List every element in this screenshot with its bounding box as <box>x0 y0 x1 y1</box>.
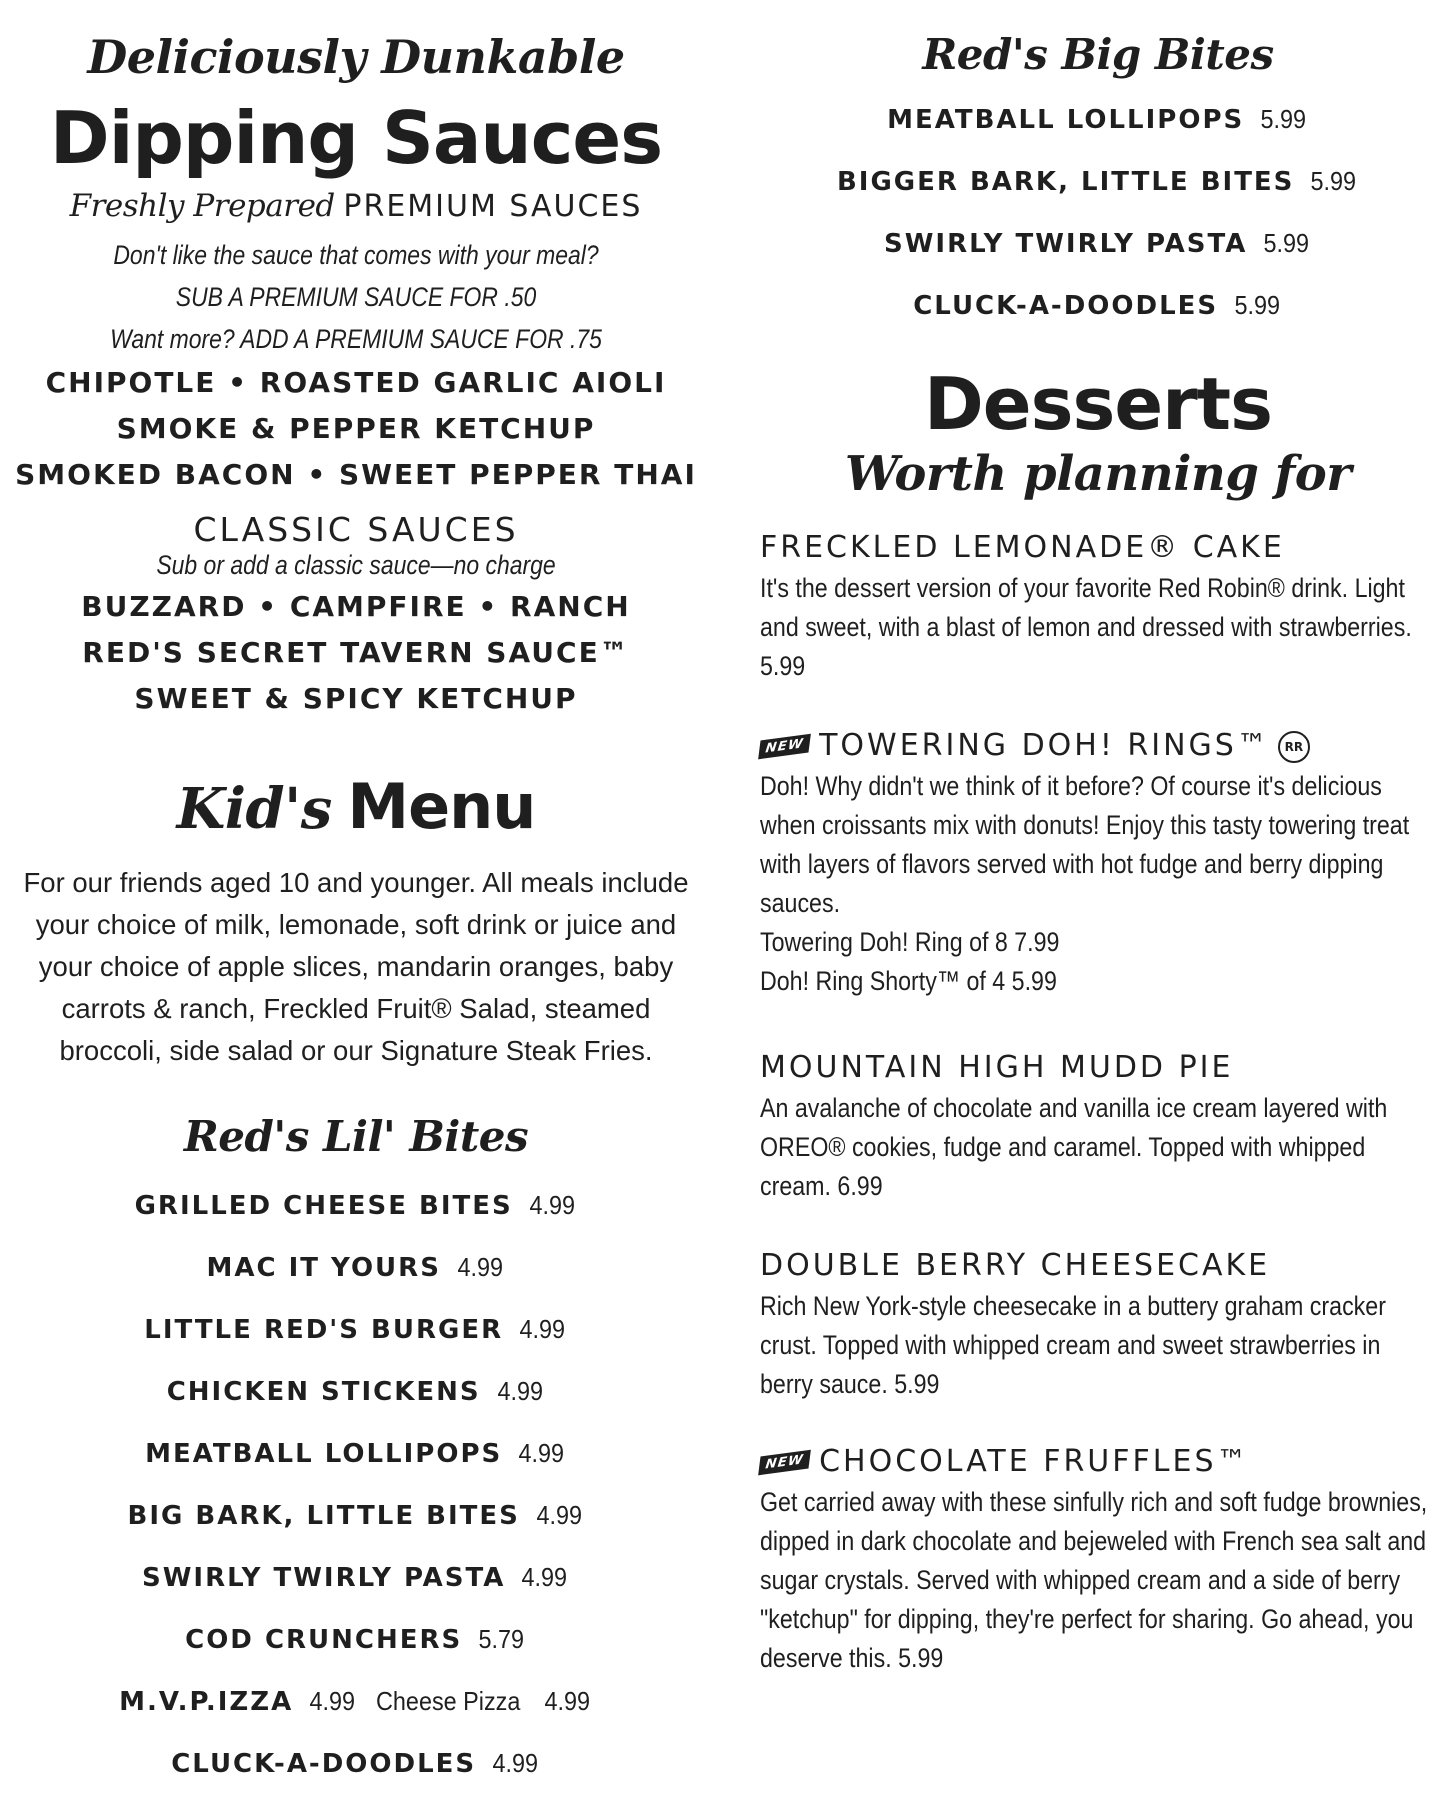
item-price: 4.99 <box>492 1748 539 1778</box>
item-price: 5.99 <box>1263 228 1310 258</box>
item-sub-label: Cheese Pizza <box>375 1686 521 1716</box>
dessert-name: TOWERING DOH! RINGS™ <box>819 728 1270 763</box>
item-price: 5.99 <box>1234 290 1281 320</box>
kid-menu-item <box>0 1376 712 1407</box>
kid-menu-item <box>0 1252 712 1283</box>
premium-caps: PREMIUM SAUCES <box>343 189 643 224</box>
dessert-heading <box>760 728 1456 763</box>
kid-menu-item <box>0 1314 712 1345</box>
kid-menu-item <box>0 1748 712 1779</box>
item-name: GRILLED CHEESE BITES <box>134 1191 513 1221</box>
new-badge-icon: NEW <box>758 1450 811 1476</box>
kid-menu-item <box>0 1438 712 1469</box>
kids-menu-description: For our friends aged 10 and younger. All meals include your choice of milk, lemonade, soft drink or juice and your choice of apple slices, mandarin oranges, baby carrots & ranch, Freckled Fruit® Salad, steamed broccoli, side salad or our Signature Steak Fries. <box>23 867 689 1066</box>
item-name: COD CRUNCHERS <box>185 1625 463 1655</box>
desserts-title: Desserts <box>924 362 1272 446</box>
classic-sauce-row: SWEET & SPICY KETCHUP <box>134 682 578 715</box>
kids-script-word: Kid's <box>176 776 332 842</box>
dessert-item <box>760 1444 1456 1678</box>
item-price: 5.99 <box>1310 166 1357 196</box>
dessert-description: Doh! Why didn't we think of it before? Of course it's delicious when croissants mix with donuts! Enjoy this tasty towering treat with layers of flavors served with hot fudge and berry dipping sauces. <box>760 771 1410 918</box>
kid-menu-item <box>0 1562 712 1593</box>
item-price: 4.99 <box>519 1314 566 1344</box>
item-price: 4.99 <box>309 1686 356 1716</box>
item-name: CHICKEN STICKENS <box>166 1377 481 1407</box>
item-sub-price: 4.99 <box>544 1686 591 1716</box>
big-bites-item <box>740 228 1456 259</box>
classic-sauce-row: BUZZARD • CAMPFIRE • RANCH <box>81 590 631 623</box>
item-price: 4.99 <box>521 1562 568 1592</box>
big-bites-item <box>740 290 1456 321</box>
dessert-description: Get carried away with these sinfully rich and soft fudge brownies, dipped in dark chocolate and bejeweled with French sea salt and sugar crystals. Served with whipped cream and a side of berry "ketchup" for dipping, they're perfect for sharing. Go ahead, you deserve this. 5.99 <box>760 1487 1428 1673</box>
item-name: M.V.P.IZZA <box>119 1687 294 1717</box>
sauces-title: Dipping Sauces <box>49 96 663 180</box>
item-name: CLUCK-A-DOODLES <box>913 291 1219 321</box>
dessert-name: FRECKLED LEMONADE® CAKE <box>760 530 1285 565</box>
item-name: BIGGER BARK, LITTLE BITES <box>836 167 1295 197</box>
item-name: MEATBALL LOLLIPOPS <box>145 1439 503 1469</box>
premium-sauces-heading <box>0 188 712 224</box>
dessert-description: Rich New York-style cheesecake in a buttery graham cracker crust. Topped with whipped cream and sweet strawberries in berry sauce. 5.99 <box>760 1291 1386 1399</box>
right-column <box>740 0 1456 1806</box>
classic-sauce-note: Sub or add a classic sauce—no charge <box>156 550 556 580</box>
dessert-description: It's the dessert version of your favorite Red Robin® drink. Light and sweet, with a blast of lemon and dressed with strawberries. 5.99 <box>760 573 1412 681</box>
sauce-note-1: Don't like the sauce that comes with your meal? <box>113 240 599 270</box>
kid-menu-item <box>0 1190 712 1221</box>
dessert-name: DOUBLE BERRY CHEESECAKE <box>760 1248 1271 1283</box>
kid-menu-item <box>0 1686 712 1717</box>
classic-sauces-heading: CLASSIC SAUCES <box>193 510 519 549</box>
lil-bites-heading: Red's Lil' Bites <box>183 1112 529 1161</box>
dessert-name: MOUNTAIN HIGH MUDD PIE <box>760 1050 1234 1085</box>
dessert-item <box>760 728 1456 1001</box>
dessert-item <box>760 1050 1456 1206</box>
item-name: BIG BARK, LITTLE BITES <box>127 1501 520 1531</box>
left-column <box>0 0 712 1806</box>
premium-script: Freshly Prepared <box>69 188 335 224</box>
item-price: 4.99 <box>457 1252 504 1282</box>
rr-logo-icon: RR <box>1278 731 1310 763</box>
dessert-option: Doh! Ring Shorty™ of 4 5.99 <box>760 966 1057 996</box>
item-name: SWIRLY TWIRLY PASTA <box>884 229 1248 259</box>
classic-sauce-row: RED'S SECRET TAVERN SAUCE™ <box>82 636 630 669</box>
item-name: CLUCK-A-DOODLES <box>171 1749 477 1779</box>
item-price: 5.79 <box>478 1624 525 1654</box>
big-bites-item <box>740 104 1456 135</box>
item-name: MAC IT YOURS <box>206 1253 441 1283</box>
sauce-note-2: SUB A PREMIUM SAUCE FOR .50 <box>175 282 537 312</box>
kid-menu-item <box>0 1500 712 1531</box>
item-name: MEATBALL LOLLIPOPS <box>887 105 1245 135</box>
item-name: SWIRLY TWIRLY PASTA <box>142 1563 506 1593</box>
premium-sauce-row: SMOKED BACON • SWEET PEPPER THAI <box>15 458 697 491</box>
big-bites-heading: Red's Big Bites <box>922 30 1274 79</box>
dessert-name: CHOCOLATE FRUFFLES™ <box>819 1444 1250 1479</box>
item-price: 4.99 <box>529 1190 575 1220</box>
dessert-item <box>760 530 1456 686</box>
item-price: 4.99 <box>497 1376 543 1406</box>
desserts-subtitle: Worth planning for <box>844 446 1352 502</box>
sauces-script-title: Deliciously Dunkable <box>87 30 625 84</box>
item-price: 4.99 <box>536 1500 582 1530</box>
kids-menu-word: Menu <box>347 770 536 843</box>
big-bites-item <box>740 166 1456 197</box>
sauce-note-3: Want more? ADD A PREMIUM SAUCE FOR .75 <box>110 324 602 354</box>
dessert-option: Towering Doh! Ring of 8 7.99 <box>760 927 1060 957</box>
premium-sauce-row: SMOKE & PEPPER KETCHUP <box>116 412 596 445</box>
kids-menu-title <box>0 770 712 843</box>
item-price: 4.99 <box>518 1438 565 1468</box>
dessert-heading <box>760 1444 1456 1479</box>
kid-menu-item <box>0 1624 712 1655</box>
item-name: LITTLE RED'S BURGER <box>144 1315 504 1345</box>
new-badge-icon: NEW <box>758 734 811 760</box>
premium-sauce-row: CHIPOTLE • ROASTED GARLIC AIOLI <box>45 366 667 399</box>
dessert-item <box>760 1248 1456 1404</box>
dessert-description: An avalanche of chocolate and vanilla ice cream layered with OREO® cookies, fudge and caramel. Topped with whipped cream. 6.99 <box>760 1093 1388 1201</box>
item-price: 5.99 <box>1260 104 1307 134</box>
